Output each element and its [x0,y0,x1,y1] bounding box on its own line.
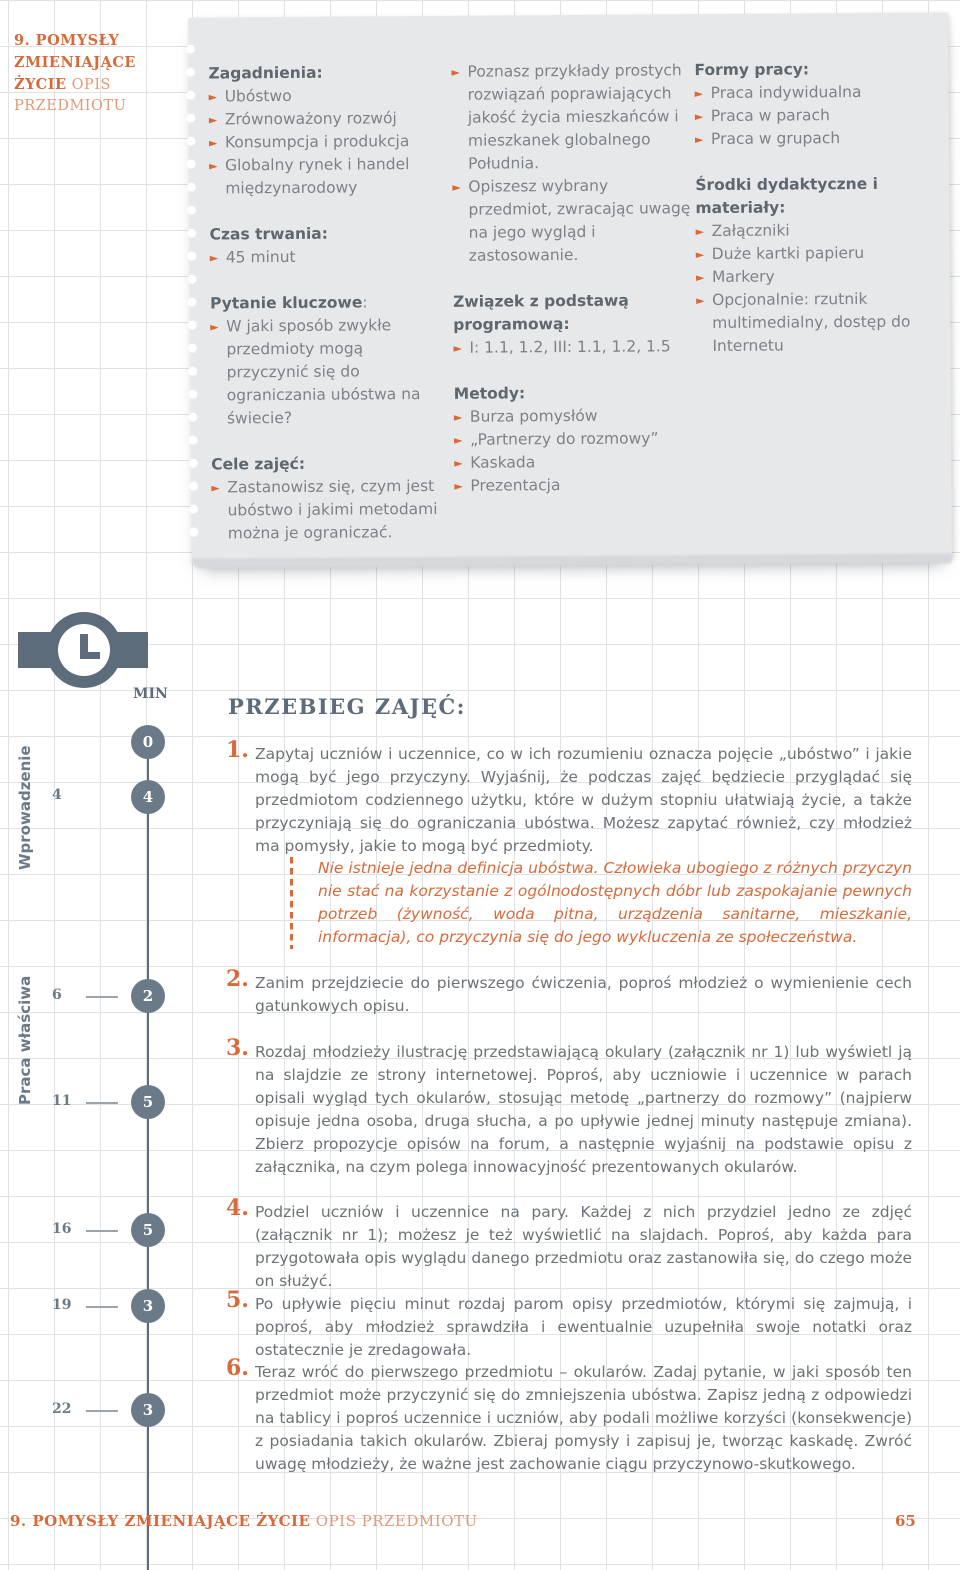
chapter-subtitle: OPIS PRZEDMIOTU [14,77,127,114]
zwiazek-list [453,335,693,360]
zagadnienia-heading: Zagadnienia: [208,63,323,83]
timeline-tick [86,1410,118,1412]
duration-circle: 2 [131,979,165,1013]
step-2 [226,966,912,1018]
step-3 [226,1035,912,1179]
cumulative-minute: 11 [52,1093,72,1109]
cumulative-minute: 16 [52,1221,72,1237]
list-item: ► „Partnerzy do rozmowy” [454,427,694,452]
pytanie-list [210,314,446,431]
list-item: ► Zastanowisz się, czym jest ubóstwo i jakimi metodami można je ograniczać. [211,475,446,546]
list-item: ► Opcjonalnie: rzutnik multimedialny, dostęp do Internetu [696,288,926,359]
timeline-tick [86,996,118,998]
step-1 [226,737,912,858]
clock-icon [18,610,148,690]
list-item: ► Prezentacja [454,473,694,498]
list-item: ► Zrównoważony rozwój [209,107,444,132]
step-text: Po upływie pięciu minut rozdaj parom opisy przedmiotów, którymi się zajmują, i poproś, aby młodzież sprawdziła i ewentualnie uzupełniła swoje notatki oraz ostatecznie je zredagowała. [255,1295,912,1359]
duration-circle: 4 [131,780,165,814]
cele-heading: Cele zajęć: [211,454,306,474]
info-column-3 [694,58,926,359]
list-item: ► Praca w grupach [695,127,925,152]
pytanie-heading [210,291,445,316]
footer-title: 9. POMYSŁY ZMIENIAJĄCE ŻYCIE [10,1512,311,1530]
cumulative-minute: 6 [52,987,62,1003]
czas-list [210,245,445,270]
timeline-tick [86,1230,118,1232]
step-text: Rozdaj młodzieży ilustrację przedstawiającą okulary (załącznik nr 1) lub wyświetl ją na slajdzie ze strony internetowej. Poproś, aby uczniowie i uczennice w parach opisali wygląd tych okularów, stosując metodę „partnerzy do rozmowy” (najpierw opisuje jedna osoba, druga słucha, a po upływie jednej minuty następuje zmiana). Zbierz propozycje opisów na forum, a następnie wyjaśnij na podstawie opisu z załącznika, na czym polega innowacyjność prezentowanych okularów. [255,1043,912,1176]
formy-heading: Formy pracy: [694,60,810,80]
timeline-line [147,735,149,1570]
step-text: Zapytaj uczniów i uczennice, co w ich rozumieniu oznacza pojęcie „ubóstwo” i jakie mogą być jego przyczyny. Wyjaśnij, że podczas zajęć będziecie przyglądać się przedmiotom codziennego użytku, które w dużym stopniu ułatwiają życie, a także przyczyniają się do ograniczania ubóstwa. Możesz zapytać również, czy młodzież ma pomysły, jakie to mogą być przedmioty. [255,745,912,855]
step-number: 1. [226,737,249,763]
list-item: ► Poznasz przykłady prostych rozwiązań poprawiających jakość życia mieszkańców i mieszkanek globalnego Południa. [451,59,692,176]
list-item: ► Konsumpcja i produkcja [209,130,444,155]
list-item: ► Kaskada [454,450,694,475]
list-item: ► Globalny rynek i handel międzynarodowy [209,153,444,201]
cumulative-minute: 19 [52,1297,72,1313]
duration-circle: 0 [131,725,165,759]
page-number: 65 [895,1512,916,1530]
metody-list [454,404,695,498]
step-number: 3. [226,1035,249,1061]
chapter-label [14,30,164,117]
phase-label-intro: Wprowadzenie [16,745,34,870]
info-column-2 [451,59,694,498]
minutes-label: MIN [133,686,168,702]
lesson-info-card [188,12,952,562]
step-text: Zanim przejdziecie do pierwszego ćwiczenia, poproś młodzież o wymienienie cech gatunkowych opisu. [255,974,912,1015]
metody-heading: Metody: [453,384,526,403]
step-number: 5. [226,1287,249,1313]
list-item: ► Duże kartki papieru [696,242,926,267]
pytanie-heading-text: Pytanie kluczowe [210,293,363,313]
step-5 [226,1287,912,1362]
duration-circle: 5 [131,1085,165,1119]
zagadnienia-list [209,84,445,201]
list-item: ► Praca w parach [695,104,925,129]
section-title: PRZEBIEG ZAJĘĆ: [228,694,466,719]
list-item: ► Praca indywidualna [695,81,925,106]
duration-circle: 3 [131,1289,165,1323]
notebook-holes [182,38,202,548]
timeline-tick [86,1306,118,1308]
step-text: Podziel uczniów i uczennice na pary. Każdej z nich przydziel jedno ze zdjęć (załącznik nr 1); możesz je też wyświetlić na slajdach. Poproś, aby każda para przygotowała opis wyglądu danego przedmiotu oraz zastanowiła się, do czego może on służyć. [255,1203,912,1290]
list-item: ► W jaki sposób zwykłe przedmioty mogą przyczynić się do ograniczania ubóstwa na świecie? [210,314,446,431]
step-number: 2. [226,966,249,992]
footer-chapter [10,1512,478,1530]
srodki-heading: Środki dydaktyczne i materiały: [695,174,878,218]
srodki-list [696,219,927,359]
czas-heading: Czas trwania: [209,224,329,244]
cele-list-continued [451,59,692,268]
cumulative-minute: 4 [52,787,62,803]
list-item: ► Ubóstwo [209,84,444,109]
list-item: ► Burza pomysłów [454,404,694,429]
definition-note: Nie istnieje jedna definicja ubóstwa. Człowieka ubogiego z różnych przyczyn nie stać na korzystanie z ogólnodostępnych dóbr lub zaspokajanie pewnych potrzeb (żywność, woda pitna, urządzenia sanitarne, mieszkanie, informacja), co przyczynia się do jego wykluczenia ze społeczeństwa. [290,857,912,949]
list-item: ► Opiszesz wybrany przedmiot, zwracając uwagę na jego wygląd i zastosowanie. [452,174,693,268]
cele-list [211,475,446,546]
cumulative-minute: 22 [52,1401,72,1417]
footer-subtitle: OPIS PRZEDMIOTU [315,1512,478,1530]
phase-label-main: Praca właściwa [16,975,34,1105]
step-6 [226,1355,912,1476]
step-4 [226,1195,912,1293]
list-item: ► I: 1.1, 1.2, III: 1.1, 1.2, 1.5 [453,335,693,360]
step-number: 4. [226,1195,249,1221]
list-item: ► 45 minut [210,245,445,270]
timeline-tick [86,1102,118,1104]
list-item: ► Załączniki [696,219,926,244]
chapter-title: 9. POMYSŁY ZMIENIAJĄCE ŻYCIE [14,32,136,93]
step-text: Teraz wróć do pierwszego przedmiotu – okularów. Zadaj pytanie, w jaki sposób ten przedmiot może przyczynić się do zmniejszenia ubóstwa. Zapisz jedną z odpowiedzi na tablicy i poproś uczennice i uczniów, aby podali możliwe korzyści (konsekwencje) z posiadania takich okularów. Zbieraj pomysły i zapisuj je, tworząc kaskadę. Zwróć uwagę młodzieży, że ważne jest zachowanie ciągu przyczynowo-skutkowego. [255,1363,912,1473]
info-column-1 [208,61,446,546]
list-item: ► Markery [696,265,926,290]
zwiazek-heading: Związek z podstawą programową: [453,291,629,334]
duration-circle: 3 [131,1393,165,1427]
formy-list [695,81,925,152]
pytanie-heading-colon: : [362,293,368,312]
duration-circle: 5 [131,1213,165,1247]
step-number: 6. [226,1355,249,1381]
